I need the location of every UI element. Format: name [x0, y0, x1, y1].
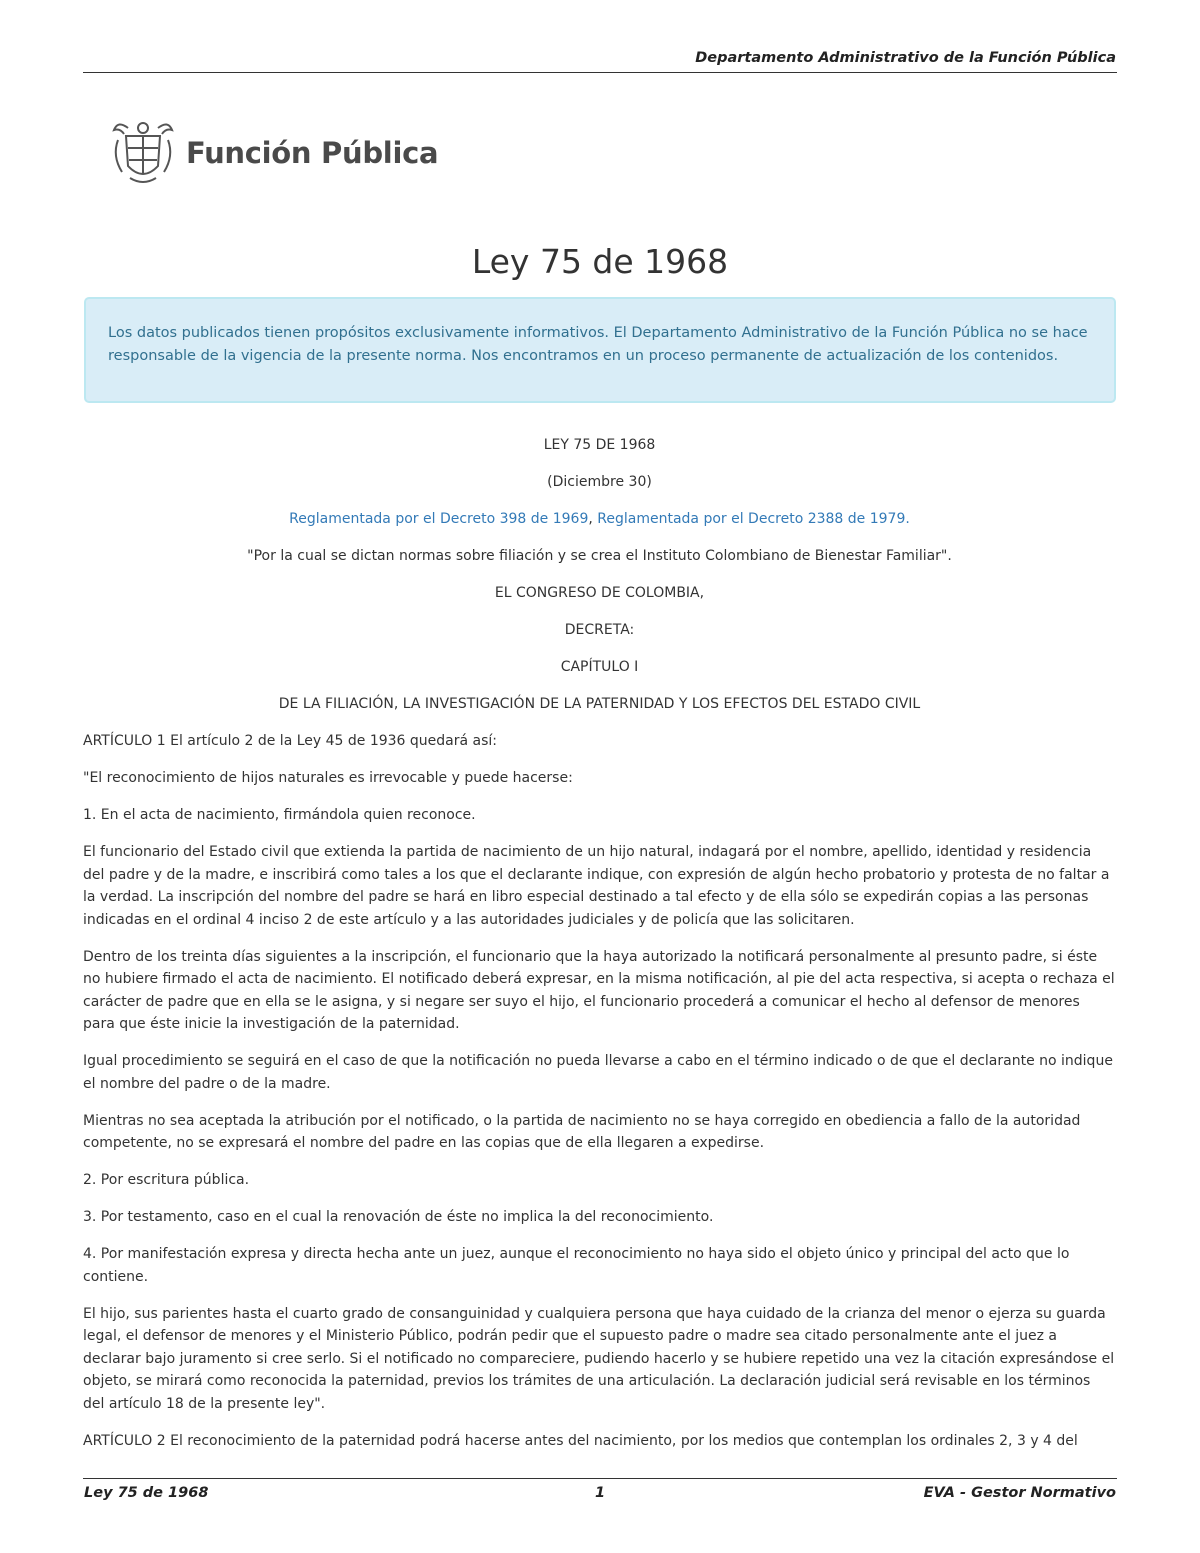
logo	[108, 116, 438, 190]
paragraph: 1. En el acta de nacimiento, firmándola quien reconoce.	[83, 807, 476, 823]
paragraph: Mientras no sea aceptada la atribución por el notificado, o la partida de nacimiento no se haya corregido en obediencia a fallo de la autoridad competente, no se expresará el nombre del padre en las copias que de ella llegaren a expedirse.	[83, 1112, 1081, 1151]
paragraph: El hijo, sus parientes hasta el cuarto grado de consanguinidad y cualquiera persona que haya cuidado de la crianza del menor o ejerza su guarda legal, el defensor de menores y el Ministerio Público, podrán pedir que el supuesto padre o madre sea citado personalmente ante el juez a declarar bajo juramento si cree serlo. Si el notificado no compareciere, pudiendo hacerlo y se hubiere repetido una vez la citación expresándose el objeto, se mirará como reconocida la paternidad, previos los trámites de una articulación. La declaración judicial será revisable en los términos del artículo 18 de la presente ley".	[83, 1305, 1115, 1412]
header-divider	[83, 72, 1117, 73]
coat-of-arms-icon	[108, 116, 178, 190]
header-department: Departamento Administrativo de la Función Pública	[695, 50, 1116, 66]
congress-line: EL CONGRESO DE COLOMBIA,	[494, 585, 705, 601]
paragraph: 4. Por manifestación expresa y directa hecha ante un juez, aunque el reconocimiento no haya sido el objeto único y principal del acto que lo contiene.	[83, 1246, 1070, 1285]
paragraph: Igual procedimiento se seguirá en el caso de que la notificación no pueda llevarse a cabo en el término indicado o de que el declarante no indique el nombre del padre o de la madre.	[83, 1053, 1113, 1092]
paragraph: "El reconocimiento de hijos naturales es irrevocable y puede hacerse:	[83, 770, 573, 786]
law-subtitle: "Por la cual se dictan normas sobre filiación y se crea el Instituto Colombiano de Bienestar Familiar".	[247, 548, 952, 564]
regulations-line	[83, 508, 1116, 531]
regulation-link-1[interactable]: Reglamentada por el Decreto 398 de 1969	[289, 511, 589, 527]
disclaimer-alert: Los datos publicados tienen propósitos exclusivamente informativos. El Departamento Administrativo de la Función Pública no se hace responsable de la vigencia de la presente norma. Nos encontramos en un proceso permanente de actualización de los contenidos.	[84, 297, 1116, 403]
law-date: (Diciembre 30)	[547, 474, 652, 490]
page-title: Ley 75 de 1968	[471, 242, 729, 281]
paragraph: 2. Por escritura pública.	[83, 1172, 250, 1188]
paragraph: El funcionario del Estado civil que extienda la partida de nacimiento de un hijo natural, indagará por el nombre, apellido, identidad y residencia del padre y de la madre, e inscribirá como tales a los que el declarante indique, con expresión de algún hecho probatorio y protesta de no faltar a la verdad. La inscripción del nombre del padre se hará en libro especial destinado a tal efecto y de ella sólo se expedirán copias a las personas indicadas en el ordinal 4 inciso 2 de este artículo y a las autoridades judiciales y de policía que las solicitaren.	[83, 844, 1110, 928]
regulation-link-2[interactable]: Reglamentada por el Decreto 2388 de 1979.	[597, 511, 910, 527]
chapter-heading: CAPÍTULO I	[560, 659, 639, 675]
law-heading: LEY 75 DE 1968	[543, 437, 656, 453]
footer-page-number: 1	[594, 1485, 606, 1501]
paragraph: 3. Por testamento, caso en el cual la renovación de éste no implica la del reconocimiento.	[83, 1209, 714, 1225]
logo-text: Función Pública	[186, 136, 439, 170]
paragraph: ARTÍCULO 2 El reconocimiento de la paternidad podrá hacerse antes del nacimiento, por los medios que contemplan los ordinales 2, 3 y 4 del	[83, 1432, 1078, 1449]
footer-source: EVA - Gestor Normativo	[923, 1485, 1116, 1501]
paragraph: Dentro de los treinta días siguientes a la inscripción, el funcionario que la haya autorizado la notificará personalmente al presunto padre, si éste no hubiere firmado el acta de nacimiento. El notificado deberá expresar, en la misma notificación, al pie del acta respectiva, si acepta o rechaza el carácter de padre que en ella se le asigna, y si negare ser suyo el hijo, el funcionario procederá a comunicar el hecho al defensor de menores para que éste inicie la investigación de la paternidad.	[83, 948, 1115, 1032]
chapter-title: DE LA FILIACIÓN, LA INVESTIGACIÓN DE LA PATERNIDAD Y LOS EFECTOS DEL ESTADO CIVIL	[278, 696, 921, 712]
regulation-separator: ,	[588, 511, 598, 527]
decreta-line: DECRETA:	[564, 622, 635, 638]
footer-divider	[83, 1478, 1117, 1479]
paragraph: ARTÍCULO 1 El artículo 2 de la Ley 45 de 1936 quedará así:	[83, 733, 498, 749]
footer-law-name: Ley 75 de 1968	[84, 1485, 209, 1501]
law-content	[83, 434, 1116, 1467]
